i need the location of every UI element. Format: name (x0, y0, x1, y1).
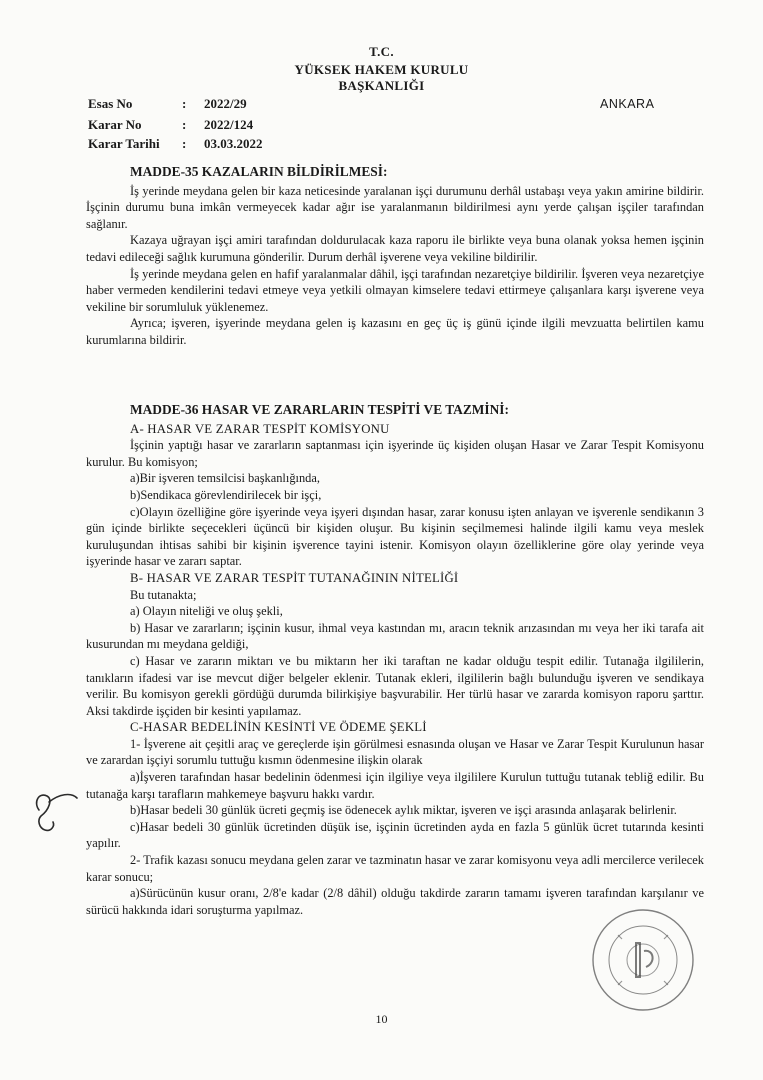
page-number: 10 (375, 1012, 388, 1026)
paragraph: Bu tutanakta; (130, 587, 197, 602)
section-b-title: B- HASAR VE ZARAR TESPİT TUTANAĞININ NİTELİĞİ (130, 570, 459, 585)
meta-colon: : (182, 96, 187, 111)
article-35 (86, 164, 704, 349)
handwritten-initials-signature (25, 780, 85, 840)
meta-value: 2022/29 (204, 96, 247, 111)
list-item: c)Olayın özelliğine göre işyerinde veya işyeri dışından hasar, zarar konusu işten anlayan ve işverenle sendikanın 3 gün içinde birlikte seçecekleri üçüncü bir kişiden oluşur. Bu kişinin seçilmemesi halinde ilgili kamu veya meslek kuruluşundan ihtisas sahibi bir kişinin işverence tayini istenir. Komisyon olayın özelliklerine göre olay yerinde veya işyerinde hasar ve zararı saptar. (86, 504, 704, 569)
header-institution: YÜKSEK HAKEM KURULU (294, 62, 469, 77)
paragraph: İş yerinde meydana gelen en hafif yaralanmalar dâhil, işçi tarafından nezaretçiye bildirilir. İşveren veya nezaretçiye haber vermeden kendilerini tedavi etmeye veya yetkili olmayan kimselere tedavi ettirmeye çalışanlara karşı işverene veya vekiline bir sorumluluk yüklenemez. (86, 266, 704, 314)
list-item: a) Olayın niteliği ve oluş şekli, (130, 604, 283, 619)
paragraph: Kazaya uğrayan işçi amiri tarafından doldurulacak kaza raporu ile birlikte veya buna olanak yoksa hemen işçinin tedavi edileceği sağlık kurumuna gönderilir. Durum derhâl işverene veya vekiline bildirilir. (86, 233, 704, 264)
article-36 (86, 402, 704, 918)
meta-value: 03.03.2022 (204, 136, 263, 151)
list-item: b)Sendikaca görevlendirilecek bir işçi, (130, 487, 322, 502)
section-a-title: A- HASAR VE ZARAR TESPİT KOMİSYONU (130, 421, 390, 436)
paragraph: İşçinin yaptığı hasar ve zararların saptanması için işyerinde üç kişiden oluşan Hasar ve Zarar Tespit Komisyonu kurulur. Bu komisyon; (86, 438, 704, 469)
article-35-title: MADDE-35 KAZALARIN BİLDİRİLMESİ: (130, 164, 388, 179)
list-item: c) Hasar ve zararın miktarı ve bu miktarın her iki taraftan ne kadar olduğu tespit edilir. Tutanağa ilgililerin, tanıkların ifadesi var ise mevcut diğer belgeler eklenir. Tutanak ekleri, ilgililerin bağlı bulunduğu işveren ve sendikaya verilir. Bu komisyon gerekli gördüğü durumda bilirkişiye başvurabilir. Her türlü hasar ve zararda komisyon raporu şarttır. Aksi takdirde işçiden bir kesinti yapılamaz. (86, 653, 704, 718)
city-label: ANKARA (600, 97, 655, 111)
paragraph: Ayrıca; işveren, işyerinde meydana gelen iş kazasını en geç üç iş günü içinde ilgili mevzuatta belirtilen kamu kurumlarına bildirir. (86, 316, 704, 347)
header-tc: T.C. (369, 44, 394, 59)
list-item: a)Bir işveren temsilcisi başkanlığında, (130, 471, 320, 486)
list-item: a)İşveren tarafından hasar bedelinin ödenmesi için ilgiliye veya ilgililere Kurulun tuttuğu tutanak tebliğ edilir. Bu tutanağa karşı tarafların mahkemeye başvuru hakkı vardır. (86, 770, 704, 801)
paragraph: 1- İşverene ait çeşitli araç ve gereçlerde işin görülmesi esnasında oluşan ve Hasar ve Zarar Tespit Kurulunun hasar ve zarardan işçiyi sorumlu tuttuğu kısmın ödenmesine ilişkin olarak (86, 736, 704, 768)
meta-karar-no (88, 117, 253, 133)
list-item: b)Hasar bedeli 30 günlük ücreti geçmiş ise ödenecek aylık miktar, işveren ve işçi arasında anlaşarak belirlenir. (130, 803, 677, 818)
section-c-title: C-HASAR BEDELİNİN KESİNTİ VE ÖDEME ŞEKLİ (130, 720, 427, 735)
meta-karar-tarihi (88, 136, 263, 152)
meta-label: Karar No (88, 117, 142, 132)
meta-esas-no (88, 96, 247, 112)
meta-value: 2022/124 (204, 117, 254, 132)
header-department: BAŞKANLIĞI (338, 78, 425, 93)
paragraph: 2- Trafik kazası sonucu meydana gelen zarar ve tazminatın hasar ve zarar komisyonu veya adli mercilerce verilecek karar sonucu; (86, 853, 704, 884)
meta-label: Esas No (88, 96, 133, 111)
official-seal-stamp (588, 905, 698, 1015)
meta-colon: : (182, 136, 187, 151)
article-36-title: MADDE-36 HASAR VE ZARARLARIN TESPİTİ VE TAZMİNİ: (130, 402, 509, 417)
list-item: b) Hasar ve zararların; işçinin kusur, ihmal veya kastından mı, aracın teknik arızasından mı veya her iki tarafa ait kusurundan mı meydana geldiği, (86, 620, 704, 652)
meta-label: Karar Tarihi (88, 136, 160, 151)
list-item: a)Sürücünün kusur oranı, 2/8'e kadar (2/8 dâhil) olduğu takdirde zararın tamamı işveren tarafından karşılanır ve sürücü hakkında idari soruşturma yapılmaz. (86, 886, 704, 917)
paragraph: İş yerinde meydana gelen bir kaza neticesinde yaralanan işçi durumunu derhâl ustabaşı veya yakın amirine bildirir. İşçinin durumu buna imkân vermeyecek kadar ağır ise yaralanmanın bildirilmesi aynı yerde çalışan işçiler tarafından sağlanır. (86, 183, 704, 231)
meta-colon: : (182, 117, 187, 132)
list-item: c)Hasar bedeli 30 günlük ücretinden düşük ise, işçinin ücretinden ayda en fazla 5 günlük ücret tutarında kesinti yapılır. (86, 819, 704, 851)
